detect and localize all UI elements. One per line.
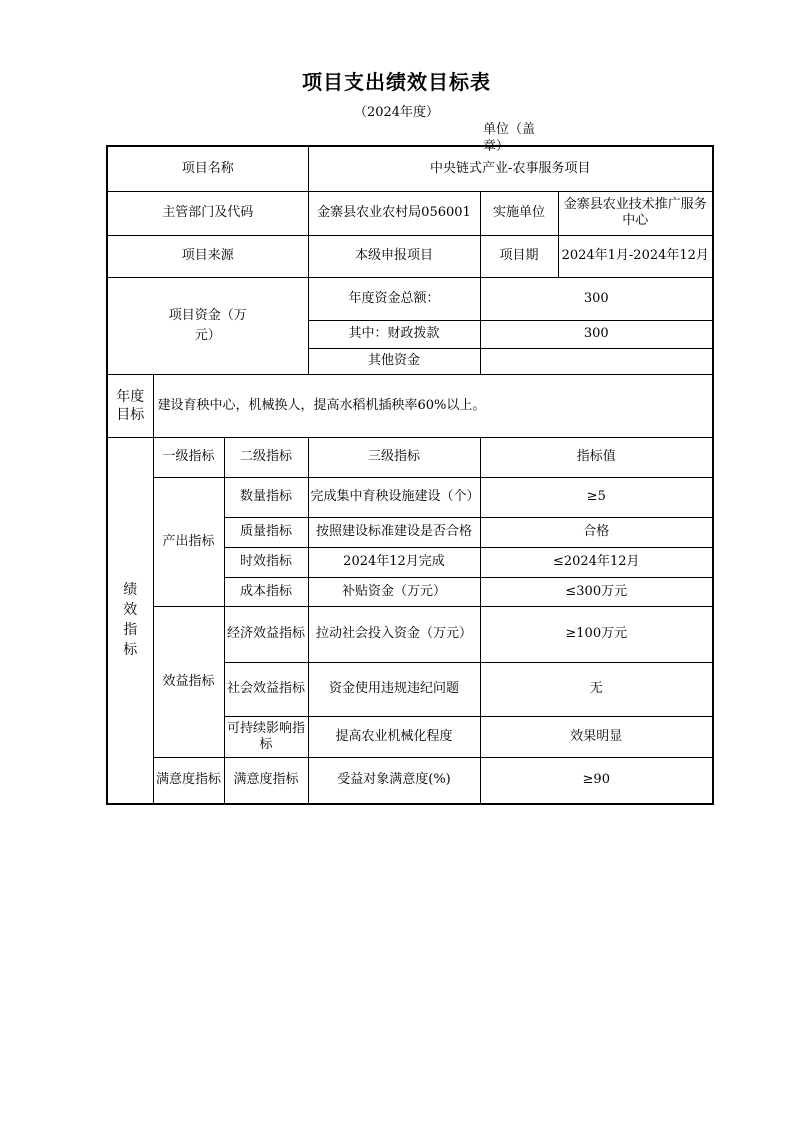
indicator-level2: 时效指标	[224, 547, 308, 577]
year-subtitle: （2024年度）	[353, 105, 440, 120]
indicator-value: 无	[480, 662, 713, 716]
indicator-level2: 数量指标	[224, 477, 308, 517]
indicator-level2: 社会效益指标	[224, 662, 308, 716]
indicator-level3	[308, 517, 480, 547]
header-indicator-value: 指标值	[480, 437, 713, 477]
header-level2: 二级指标	[224, 437, 308, 477]
project-source-label: 项目来源	[107, 235, 308, 277]
output-indicators-label: 产出指标	[153, 477, 224, 606]
annual-goal-label-text: 年度目标	[116, 388, 145, 423]
annual-goal-label	[107, 374, 153, 437]
indicator-level2: 满意度指标	[224, 757, 308, 804]
annual-goal-value: 建设育秧中心，机械换人，提高水稻机插秧率60%以上。	[153, 374, 713, 437]
indicator-value: ≥90	[480, 757, 713, 804]
page-title: 项目支出绩效目标表	[302, 70, 491, 94]
performance-indicators-label	[107, 437, 153, 804]
department-value: 金寨县农业农村局056001	[308, 191, 480, 235]
project-source-value: 本级申报项目	[308, 235, 480, 277]
indicator-level2: 经济效益指标	[224, 606, 308, 662]
indicator-level3: 提高农业机械化程度	[308, 716, 480, 757]
indicator-level3: 资金使用违规违纪问题	[308, 662, 480, 716]
indicator-level3-text: 完成集中育秧设施建设（个）	[310, 489, 480, 504]
project-name-value: 中央链式产业-农事服务项目	[308, 146, 713, 191]
project-period-value: 2024年1月-2024年12月	[558, 235, 713, 277]
indicator-level3: 补贴资金（万元）	[308, 577, 480, 606]
department-label: 主管部门及代码	[107, 191, 308, 235]
indicator-value: ≥100万元	[480, 606, 713, 662]
annual-total-funds-label: 年度资金总额：	[308, 277, 480, 320]
indicator-value: ≤300万元	[480, 577, 713, 606]
indicator-level2: 可持续影响指标	[224, 716, 308, 757]
performance-indicators-label-text: 绩效指标	[123, 582, 138, 659]
header-level1: 一级指标	[153, 437, 224, 477]
indicator-level3: 2024年12月完成	[308, 547, 480, 577]
indicator-level2: 成本指标	[224, 577, 308, 606]
other-funds-label: 其他资金	[308, 348, 480, 374]
indicator-value: ≥5	[480, 477, 713, 517]
project-funds-label	[107, 277, 308, 374]
indicator-value: ≤2024年12月	[480, 547, 713, 577]
fiscal-allocation-value: 300	[480, 320, 713, 348]
unit-stamp-label: 单位（盖章）	[483, 122, 536, 154]
implementing-unit-label: 实施单位	[480, 191, 558, 235]
annual-total-funds-value: 300	[480, 277, 713, 320]
implementing-unit-value: 金寨县农业技术推广服务中心	[558, 191, 713, 235]
project-name-label: 项目名称	[107, 146, 308, 191]
indicator-level3-text: 按照建设标准建设是否合格	[315, 524, 472, 539]
indicator-level2: 质量指标	[224, 517, 308, 547]
satisfaction-indicators-label: 满意度指标	[153, 757, 224, 804]
indicator-value: 合格	[480, 517, 713, 547]
fiscal-allocation-label: 其中：财政拨款	[308, 320, 480, 348]
other-funds-value	[480, 348, 713, 374]
indicator-level3	[308, 477, 480, 517]
indicator-level3: 拉动社会投入资金（万元）	[308, 606, 480, 662]
performance-target-table	[106, 145, 714, 805]
indicator-value: 效果明显	[480, 716, 713, 757]
benefit-indicators-label: 效益指标	[153, 606, 224, 757]
header-level3: 三级指标	[308, 437, 480, 477]
project-period-label: 项目期	[480, 235, 558, 277]
project-funds-label-text: 项目资金（万元）	[168, 307, 247, 343]
indicator-level3: 受益对象满意度(%)	[308, 757, 480, 804]
